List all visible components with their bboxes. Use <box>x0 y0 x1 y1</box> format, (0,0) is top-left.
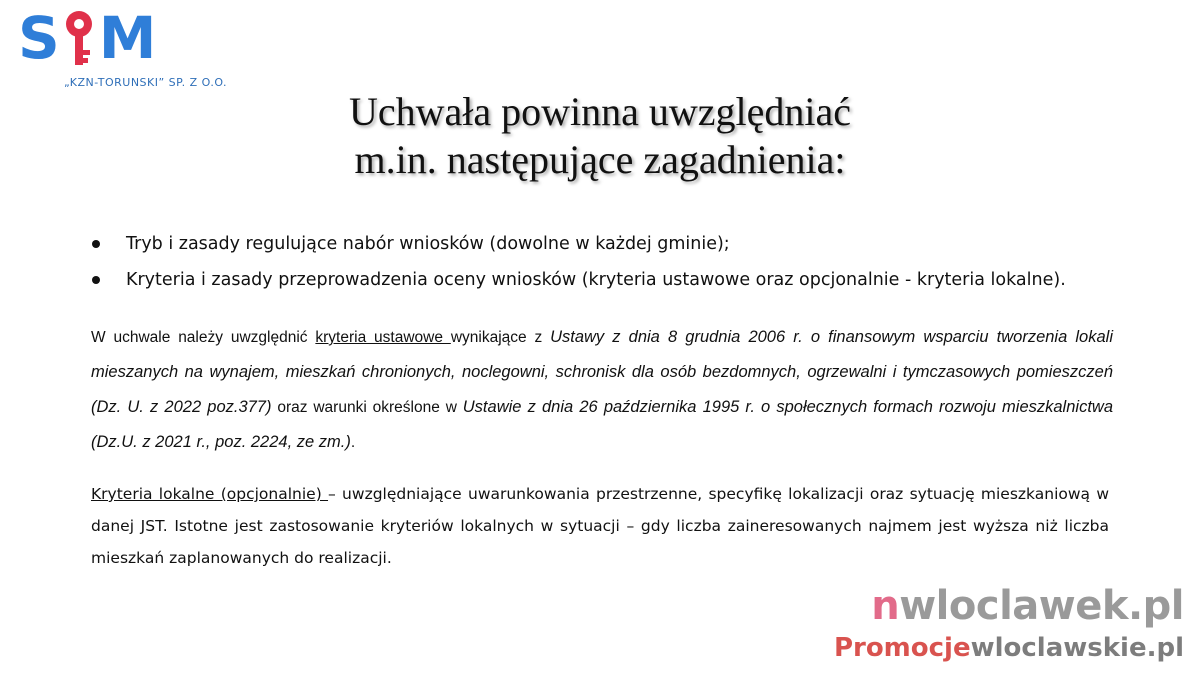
title-line-2: m.in. następujące zagadnienia: <box>354 137 846 182</box>
bullet-item: Tryb i zasady regulujące nabór wniosków (dowolne w każdej gminie); <box>90 226 1170 262</box>
para1-act-2006: Ustawy z dnia 8 grudnia 2006 r. o finansowym wsparciu tworzenia lokali mieszanych na wynajem, mieszkań chronionych, noclegowni, schronisk dla osób bezdomnych, ogrzewalni i tymczasowych pomieszczeń (Dz. U. z 2022 poz.377) <box>91 328 1113 416</box>
logo-letter-s: S <box>18 4 59 72</box>
para2-text: – uwzględniające uwarunkowania przestrzenne, specyfikę lokalizacji oraz sytuację mieszkaniową w danej JST. Istotne jest zastosowanie kryteriów lokalnych w sytuacji – gdy liczba zaineresowanych najmem jest wyższa niż liczba mieszkań zaplanowanych do realizacji. <box>91 485 1109 567</box>
title-line-1: Uchwała powinna uwzględniać <box>348 89 852 134</box>
bullet-item: Kryteria i zasady przeprowadzenia oceny wniosków (kryteria ustawowe oraz opcjonalnie - kryteria lokalne). <box>90 262 1170 298</box>
local-criteria-paragraph <box>91 478 1109 574</box>
company-logo <box>18 6 248 96</box>
logo-letter-m: M <box>98 4 156 72</box>
watermark-line1-text: wloclawek.pl <box>899 583 1184 629</box>
para1-middle: oraz warunki określone w <box>271 399 463 416</box>
para1-underlined-term: kryteria ustawowe <box>315 329 451 346</box>
para1-end: . <box>350 434 356 451</box>
logo-company-name: „KZN-TORUNSKI” SP. Z O.O. <box>64 76 228 89</box>
slide-title <box>200 88 1000 184</box>
watermark-nwloclawek <box>871 584 1184 628</box>
key-icon <box>59 6 99 70</box>
para1-after: wynikające z <box>450 329 551 346</box>
para2-underlined-term: Kryteria lokalne (opcjonalnie) <box>91 485 329 503</box>
para1-intro: W uchwale należy uwzględnić <box>91 329 316 346</box>
para1-act-1995: Ustawie z dnia 26 października 1995 r. o społecznych formach rozwoju mieszkalnictwa (Dz.U. z 2021 r., poz. 2224, ze zm.) <box>91 398 1113 451</box>
logo-letters <box>18 6 156 70</box>
bullet-list <box>90 226 1170 298</box>
watermark-line2-accent: Promocje <box>833 633 971 663</box>
watermark-line2-text: wloclawskie.pl <box>970 633 1184 663</box>
watermark-line1-accent: n <box>871 583 900 629</box>
watermark-promocje <box>834 632 1184 664</box>
statutory-criteria-paragraph <box>91 320 1113 460</box>
